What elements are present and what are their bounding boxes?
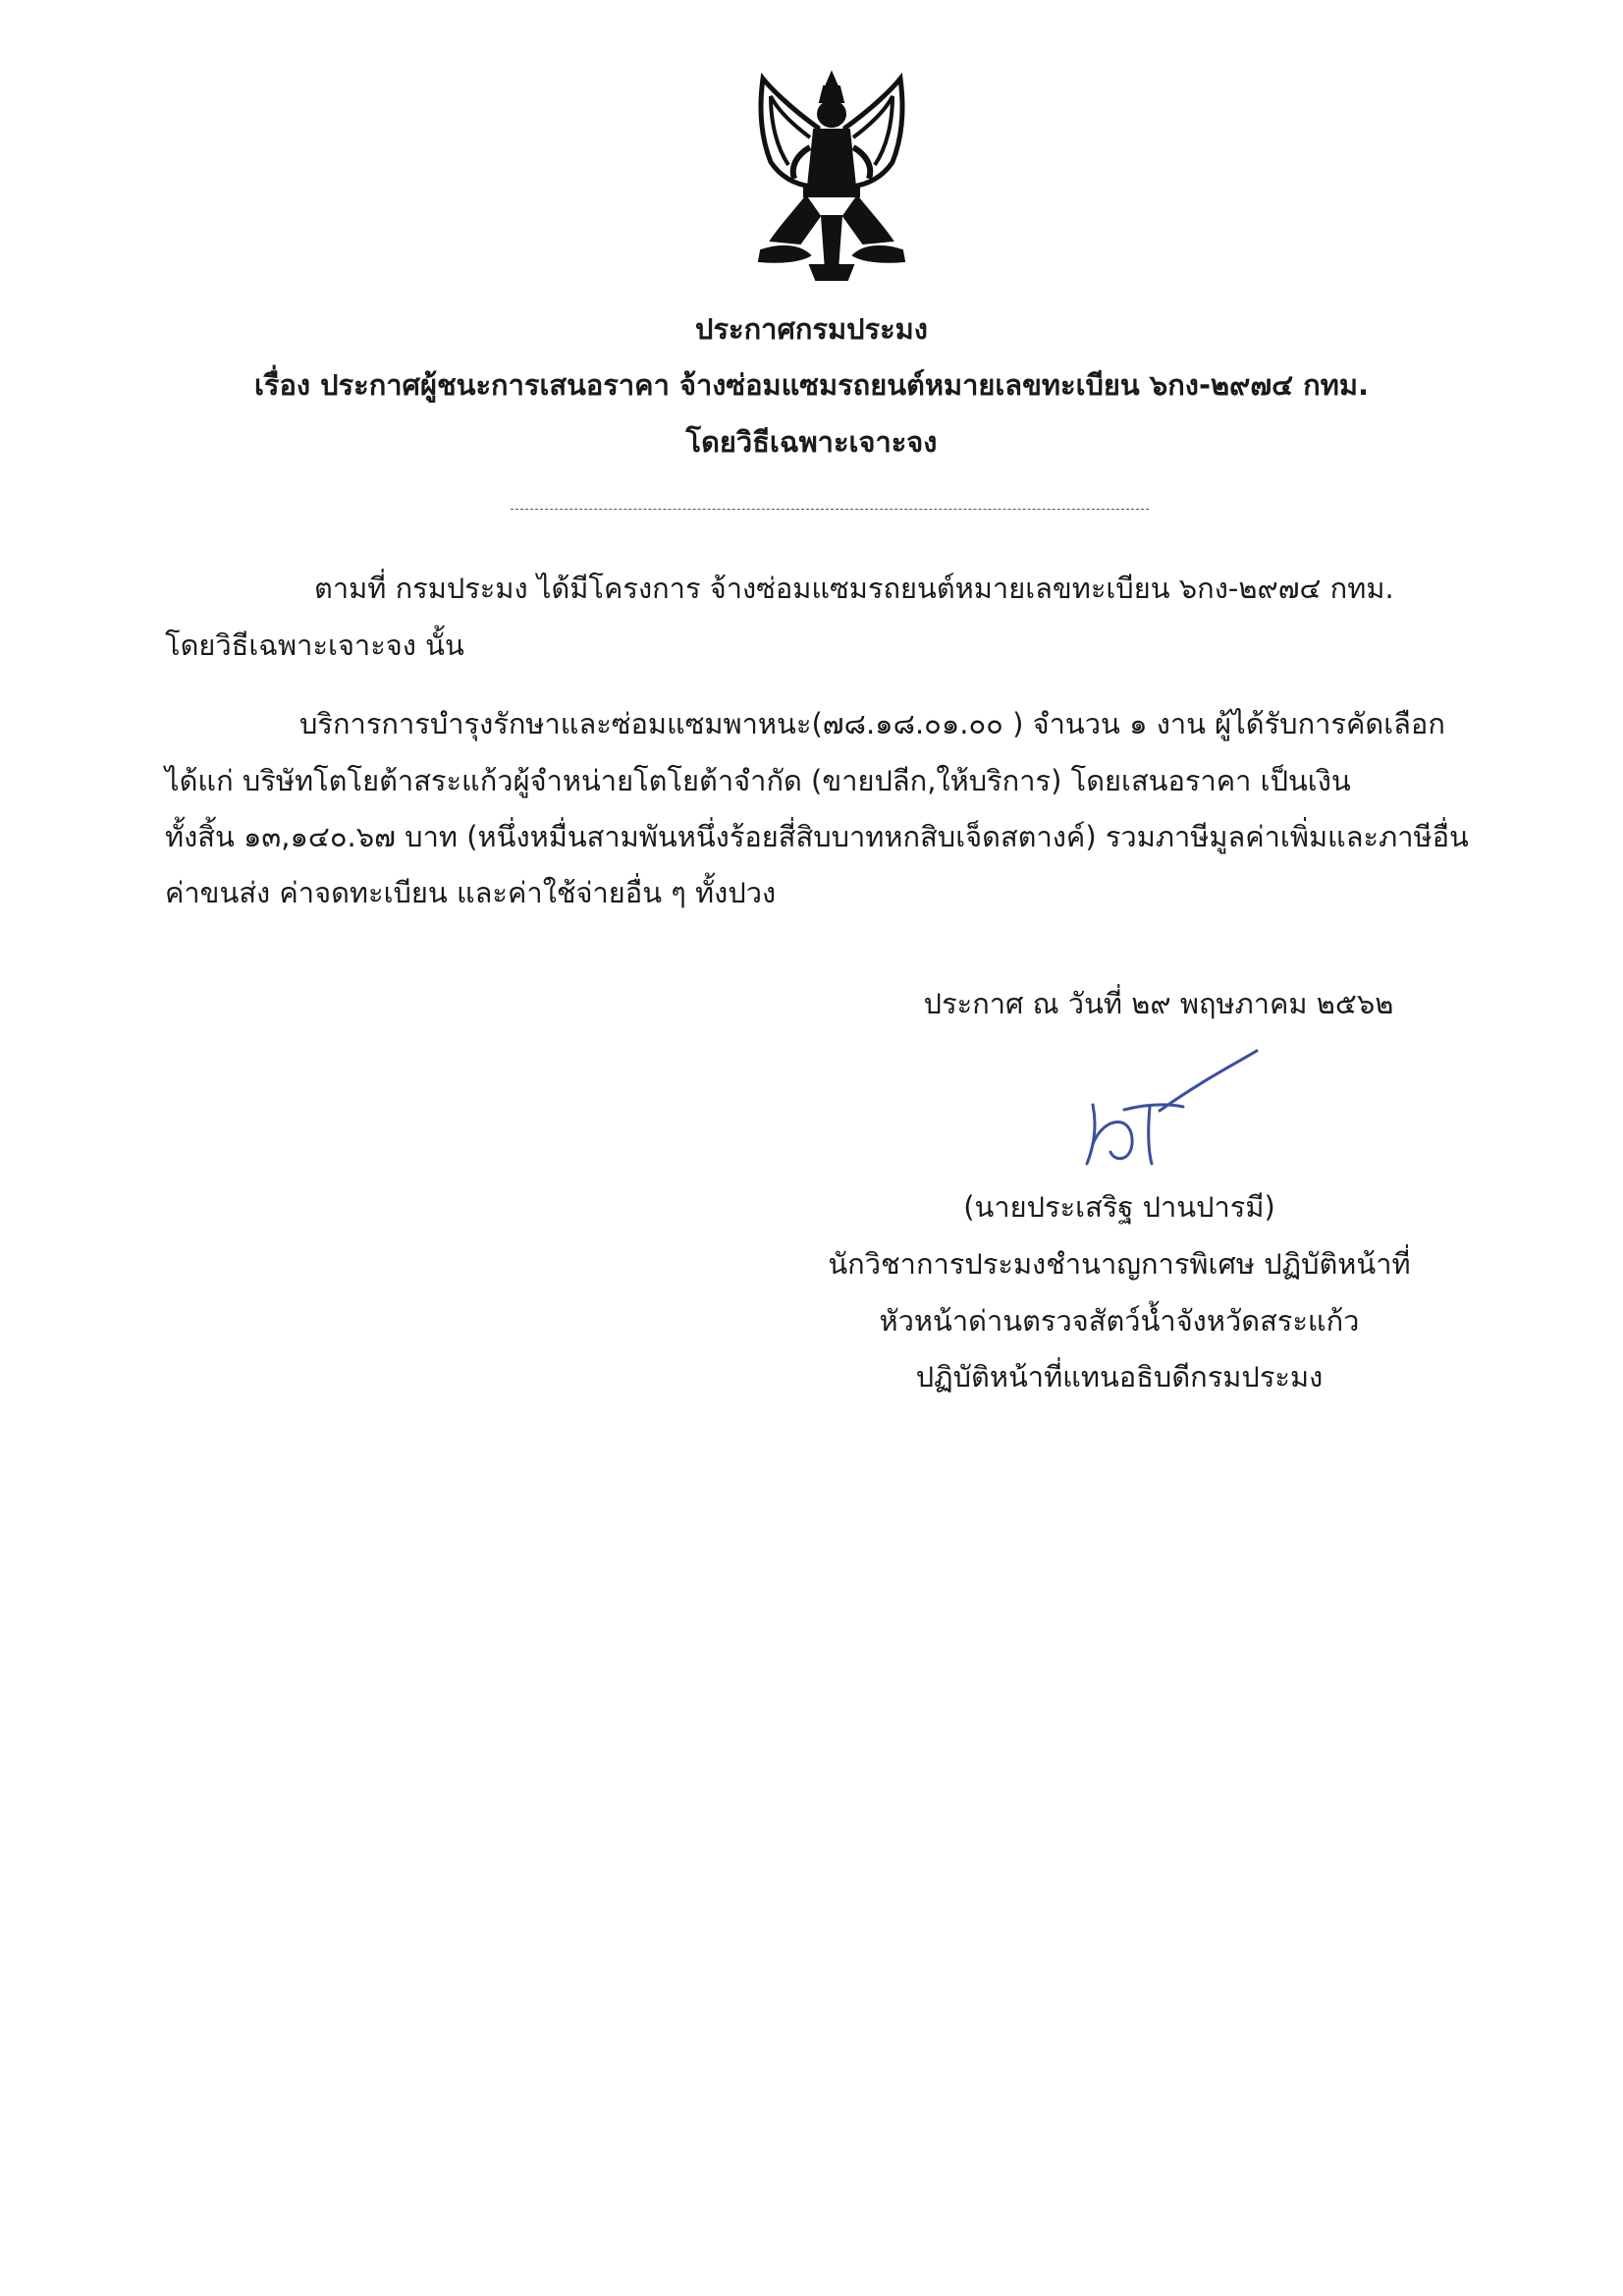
signer-position-3: ปฏิบัติหน้าที่แทนอธิบดีกรมประมง — [915, 1360, 1324, 1394]
body-line-2: โดยวิธีเฉพาะเจาะจง นั้น — [165, 629, 464, 662]
heading-divider — [511, 509, 1149, 510]
body-line-6: ค่าขนส่ง ค่าจดทะเบียน และค่าใช้จ่ายอื่น ๆ ทั้งปวง — [165, 876, 777, 909]
body-line-5: ทั้งสิ้น ๑๓,๑๔๐.๖๗ บาท (หนึ่งหมื่นสามพันหนึ่งร้อยสี่สิบบาทหกสิบเจ็ดสตางค์) รวมภาษีมูลค่าเพิ่มและภาษีอื่น — [165, 820, 1469, 853]
signer-position-2: หัวหน้าด่านตรวจสัตว์น้ำจังหวัดสระแก้ว — [879, 1304, 1360, 1338]
announcement-subject: เรื่อง ประกาศผู้ชนะการเสนอราคา จ้างซ่อมแซมรถยนต์หมายเลขทะเบียน ๖กง-๒๙๗๔ กทม. — [253, 368, 1369, 402]
announcement-title: ประกาศกรมประมง — [695, 312, 928, 346]
announcement-date: ประกาศ ณ วันที่ ๒๙ พฤษภาคม ๒๕๖๒ — [923, 987, 1394, 1020]
signer-position-1: นักวิชาการประมงชำนาญการพิเศษ ปฏิบัติหน้าที่ — [828, 1247, 1411, 1281]
signer-name: (นายประเสริฐ ปานปารมี) — [963, 1190, 1275, 1224]
procurement-method: โดยวิธีเฉพาะเจาะจง — [685, 425, 938, 459]
body-line-4: ได้แก่ บริษัทโตโยต้าสระแก้วผู้จำหน่ายโตโยต้าจำกัด (ขายปลีก,ให้บริการ) โดยเสนอราคา เป็นเงิน — [165, 764, 1351, 797]
signature-icon — [1065, 1036, 1262, 1174]
body-line-1: ตามที่ กรมประมง ได้มีโครงการ จ้างซ่อมแซมรถยนต์หมายเลขทะเบียน ๖กง-๒๙๗๔ กทม. — [314, 572, 1394, 605]
garuda-emblem-icon — [741, 69, 923, 285]
body-line-3: บริการการบำรุงรักษาและซ่อมแซมพาหนะ(๗๘.๑๘.๐๑.๐๐ ) จำนวน ๑ งาน ผู้ได้รับการคัดเลือก — [299, 707, 1445, 740]
